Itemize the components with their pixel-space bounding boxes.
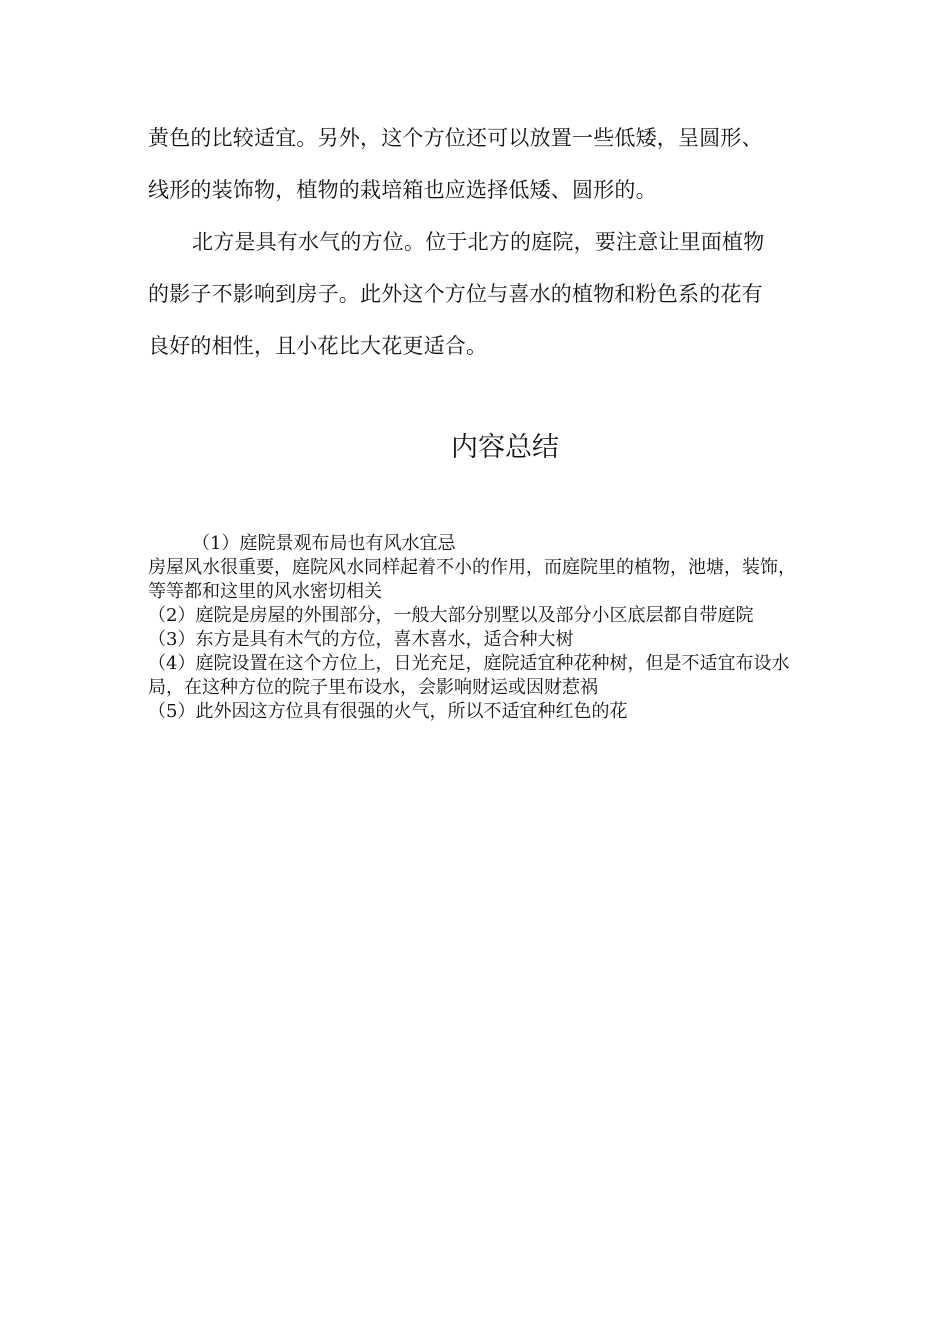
body-text-line: 线形的装饰物，植物的栽培箱也应选择低矮、圆形的。: [148, 178, 657, 202]
body-text-line: 的影子不影响到房子。此外这个方位与喜水的植物和粉色系的花有: [148, 282, 763, 306]
summary-item: （4）庭院设置在这个方位上，日光充足，庭院适宜种花种树，但是不适宜布设水局，在这种方位的院子里布设水，会影响财运或因财惹祸: [148, 653, 790, 698]
body-text-line: 北方是具有水气的方位。位于北方的庭院，要注意让里面植物: [192, 230, 765, 254]
summary-item: （5）此外因这方位具有很强的火气，所以不适宜种红色的花: [148, 701, 628, 722]
summary-item: （1）庭院景观布局也有风水宜忌: [192, 533, 456, 554]
summary-item: （2）庭院是房屋的外围部分，一般大部分别墅以及部分小区底层都自带庭院: [148, 605, 754, 626]
body-text-line: 良好的相性，且小花比大花更适合。: [148, 334, 488, 358]
summary-list: [148, 532, 808, 724]
summary-heading: 内容总结: [451, 432, 559, 463]
body-text-line: 黄色的比较适宜。另外，这个方位还可以放置一些低矮，呈圆形、: [148, 126, 763, 150]
summary-item: 房屋风水很重要，庭院风水同样起着不小的作用，而庭院里的植物，池塘，装饰，等等都和这里的风水密切相关: [148, 557, 796, 602]
summary-item: （3）东方是具有木气的方位，喜木喜水，适合种大树: [148, 629, 574, 650]
